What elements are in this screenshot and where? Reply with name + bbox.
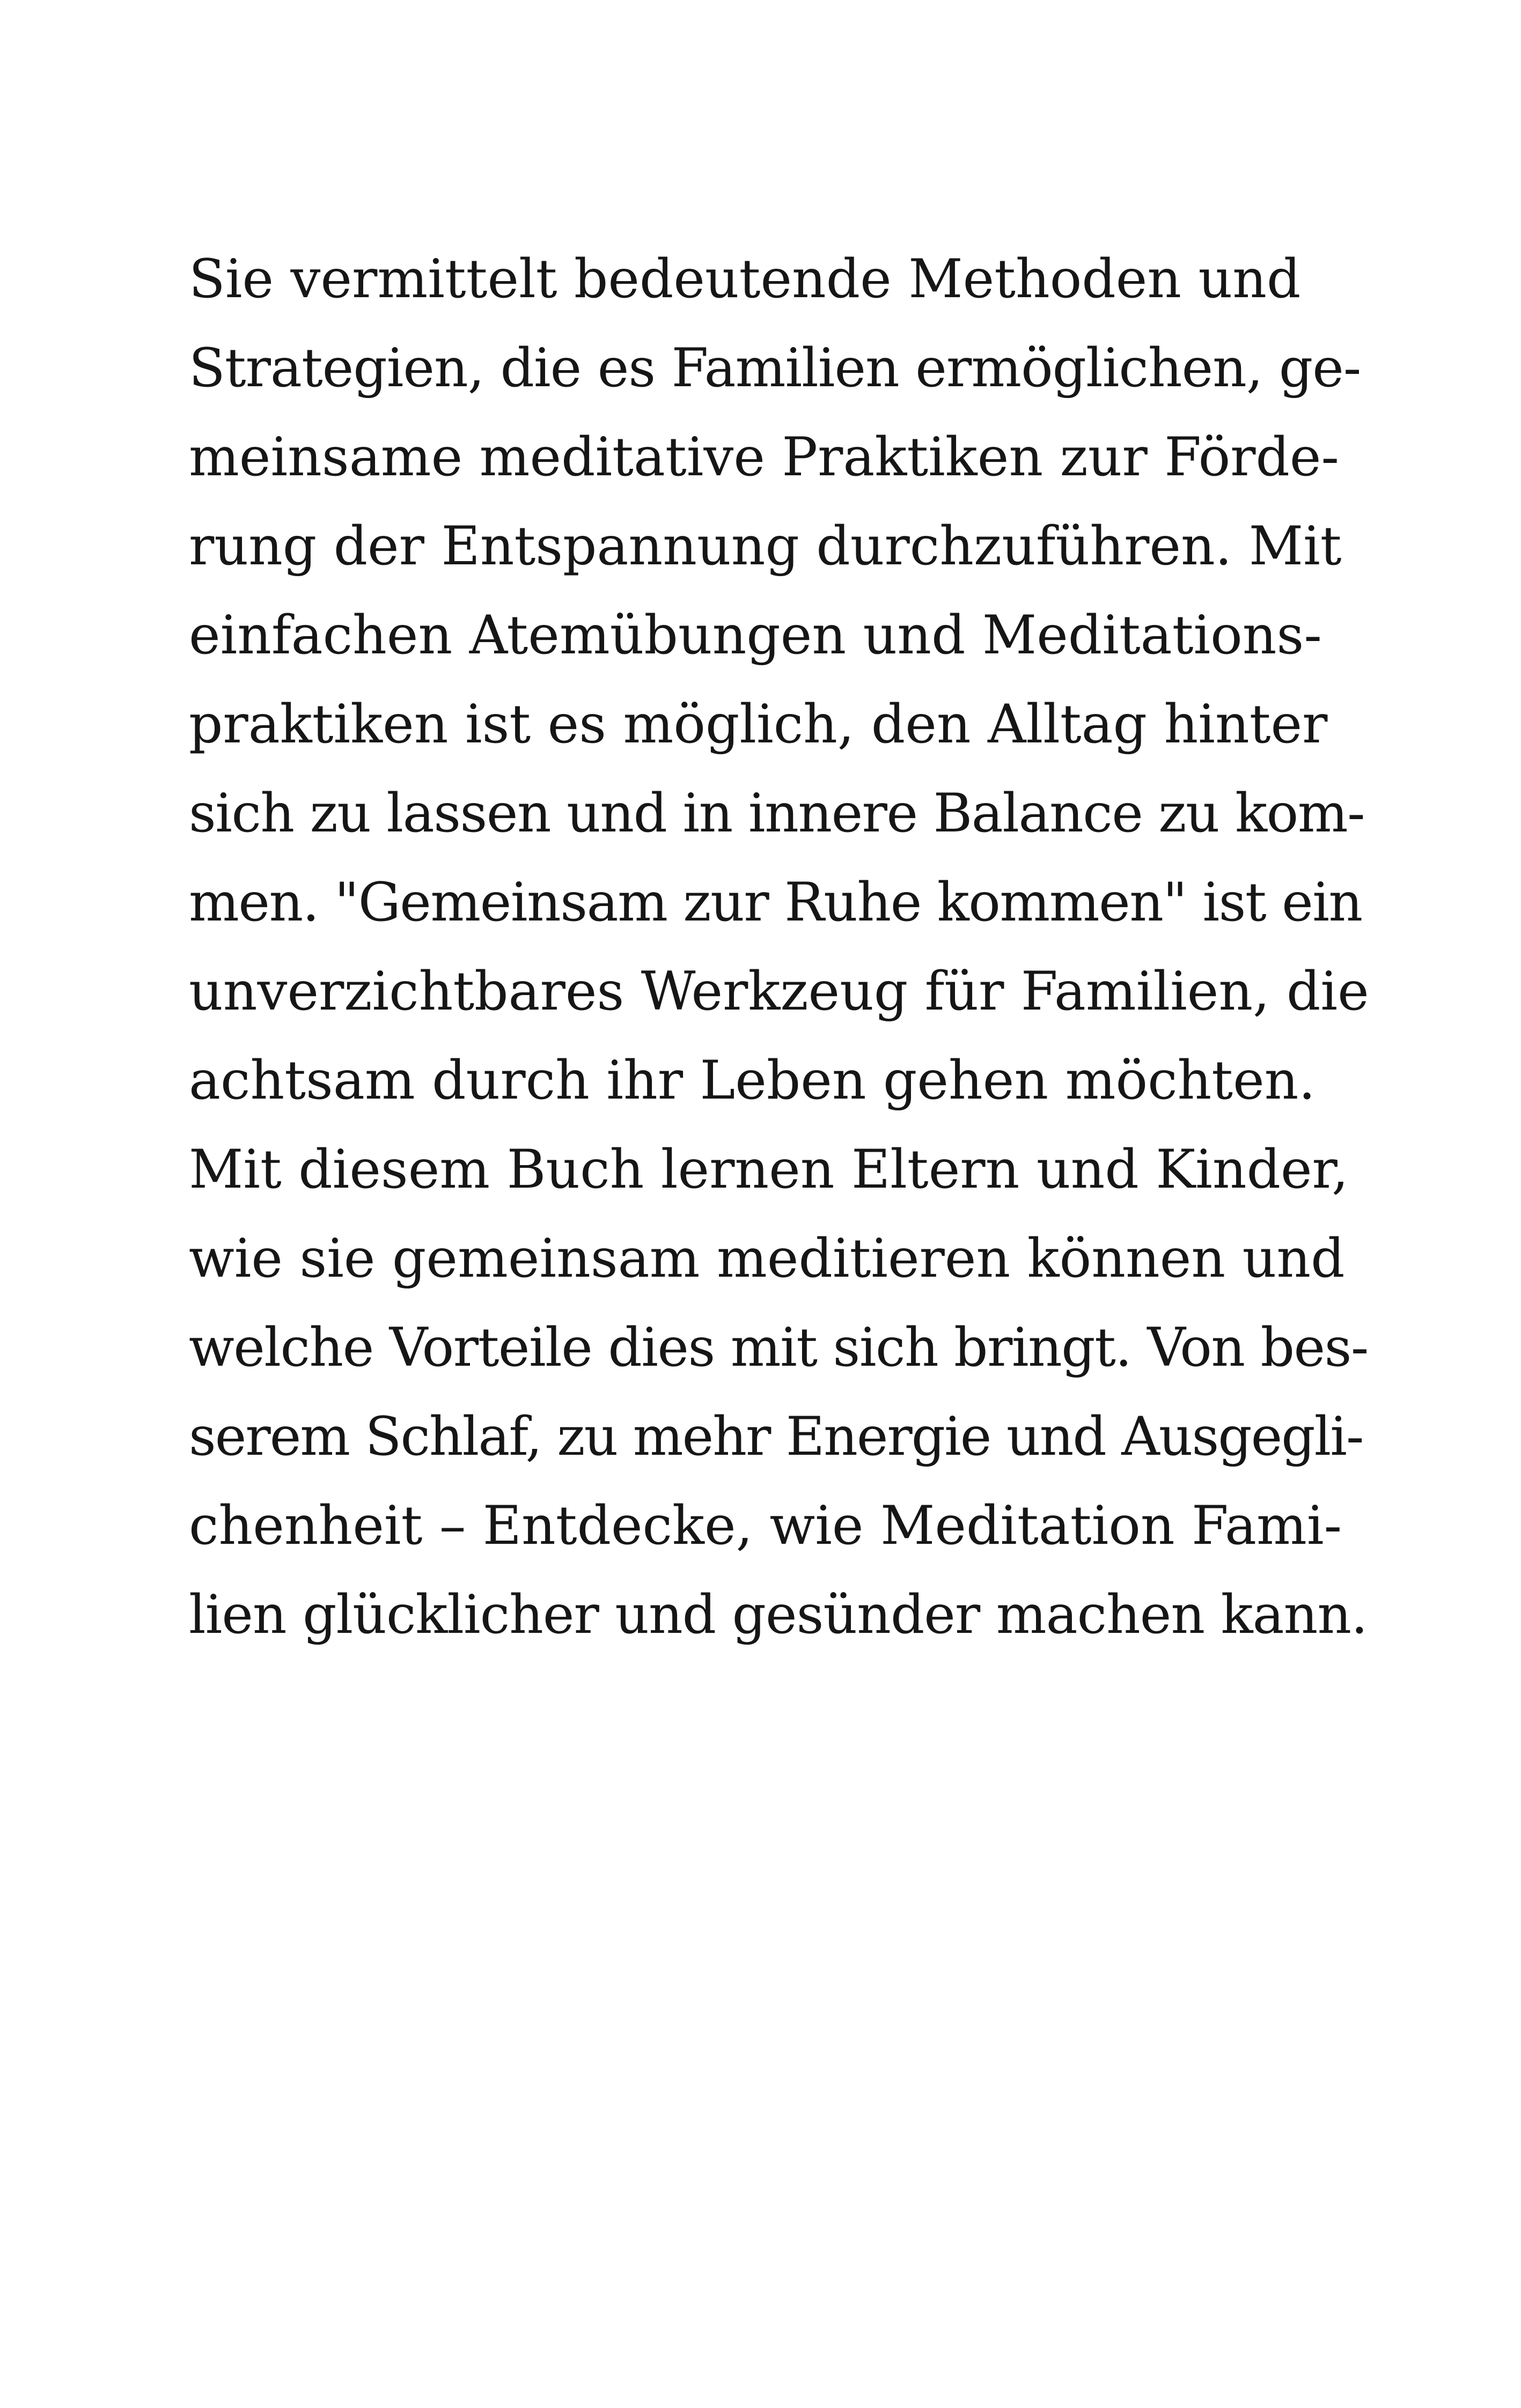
- text-line: rung der Entspannung durchzuführen. Mit: [189, 516, 1342, 577]
- text-line: welche Vorteile dies mit sich bringt. Von bes-: [189, 1317, 1368, 1379]
- text-line: einfachen Atemübungen und Meditations-: [189, 605, 1322, 666]
- text-line: meinsame meditative Praktiken zur Förde-: [189, 426, 1339, 488]
- text-line: wie sie gemeinsam meditieren können und: [189, 1228, 1345, 1290]
- text-line: achtsam durch ihr Leben gehen möchten.: [189, 1050, 1316, 1111]
- text-line: chenheit – Entdecke, wie Meditation Fami-: [189, 1495, 1342, 1557]
- text-line: unverzichtbares Werkzeug für Familien, die: [189, 961, 1369, 1022]
- text-line: lien glücklicher und gesünder machen kann.: [189, 1584, 1368, 1646]
- text-line: praktiken ist es möglich, den Alltag hinter: [189, 694, 1328, 755]
- text-line: sich zu lassen und in innere Balance zu kom-: [189, 783, 1365, 844]
- text-line: Sie vermittelt bedeutende Methoden und: [189, 248, 1301, 310]
- body-paragraph: [189, 235, 1369, 1660]
- text-line: Strategien, die es Familien ermöglichen, ge-: [189, 337, 1361, 399]
- text-line: men. "Gemeinsam zur Ruhe kommen" ist ein: [189, 872, 1362, 933]
- text-line: Mit diesem Buch lernen Eltern und Kinder,: [189, 1139, 1349, 1201]
- text-line: serem Schlaf, zu mehr Energie und Ausgegli-: [189, 1406, 1363, 1468]
